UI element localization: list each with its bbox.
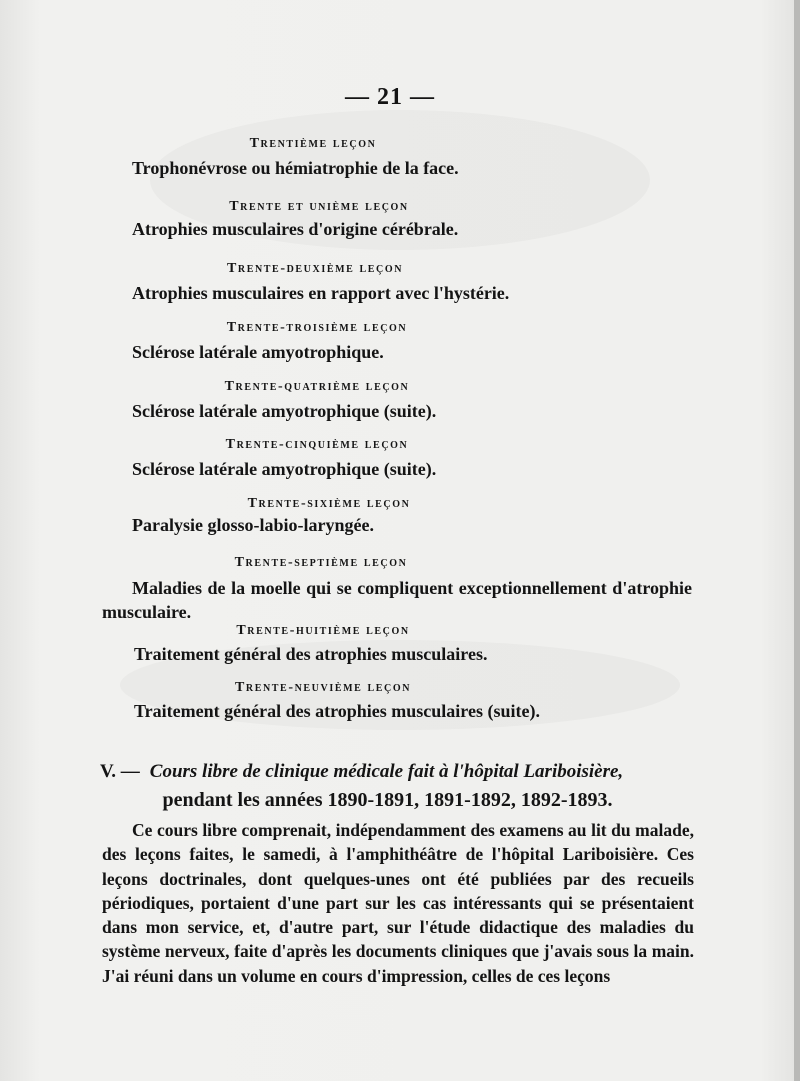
lecon-description: Atrophies musculaires d'origine cérébrale. (132, 219, 459, 239)
section-heading (100, 758, 695, 814)
lecon-title: Trente-cinquième leçon (225, 437, 409, 452)
lecon-title: Trente-deuxième leçon (226, 261, 404, 276)
lecon-title: Trentième leçon (249, 136, 377, 151)
lecon-description: Sclérose latérale amyotrophique (suite). (132, 459, 437, 479)
lecon-description: Sclérose latérale amyotrophique. (132, 342, 384, 362)
lecon-title: Trente-septième leçon (234, 555, 408, 570)
lecon-description: Sclérose latérale amyotrophique (suite). (132, 401, 437, 421)
body-paragraph: Ce cours libre comprenait, indépendamment des examens au lit du malade, des leçons faites, le samedi, à l'amphithéâtre de l'hôpital Lariboisière. Ces leçons doctrinales, dont quelques-unes ont été publiées par des recueils périodiques, portaient d'une part sur les cas intéressants qui se présentaient dans mon service, et, d'autre part, sur l'étude didactique des maladies du système nerveux, faite d'après les documents cliniques que j'avais sous la main. J'ai réuni dans un volume en cours d'impression, celles de ces leçons (102, 820, 694, 986)
lecon-title: Trente-quatrième leçon (224, 379, 410, 394)
lecon-description: Maladies de la moelle qui se compliquent exceptionnellement d'atrophie musculaire. (102, 578, 692, 622)
page-number: — 21 — (345, 84, 435, 110)
lecon-description: Atrophies musculaires en rapport avec l'hystérie. (132, 283, 510, 303)
lecon-title: Trente-neuvième leçon (234, 680, 412, 695)
lecon-description: Traitement général des atrophies musculaires (suite). (134, 701, 540, 721)
section-years: pendant les années 1890-1891, 1891-1892, 1892-1893. (162, 789, 613, 811)
section-title: Cours libre de clinique médicale fait à l'hôpital Lariboisière, (149, 761, 624, 782)
lecon-title: Trente et unième leçon (229, 199, 409, 214)
section-number: V. — (100, 761, 140, 782)
page-edge (794, 0, 800, 1081)
lecon-description: Trophonévrose ou hémiatrophie de la face. (132, 158, 459, 178)
lecon-title: Trente-troisième leçon (226, 320, 408, 335)
lecon-description: Paralysie glosso-labio-laryngée. (132, 515, 374, 535)
lecon-title: Trente-sixième leçon (247, 496, 411, 511)
lecon-description: Traitement général des atrophies musculaires. (134, 644, 488, 664)
lecon-title: Trente-huitième leçon (236, 623, 410, 638)
